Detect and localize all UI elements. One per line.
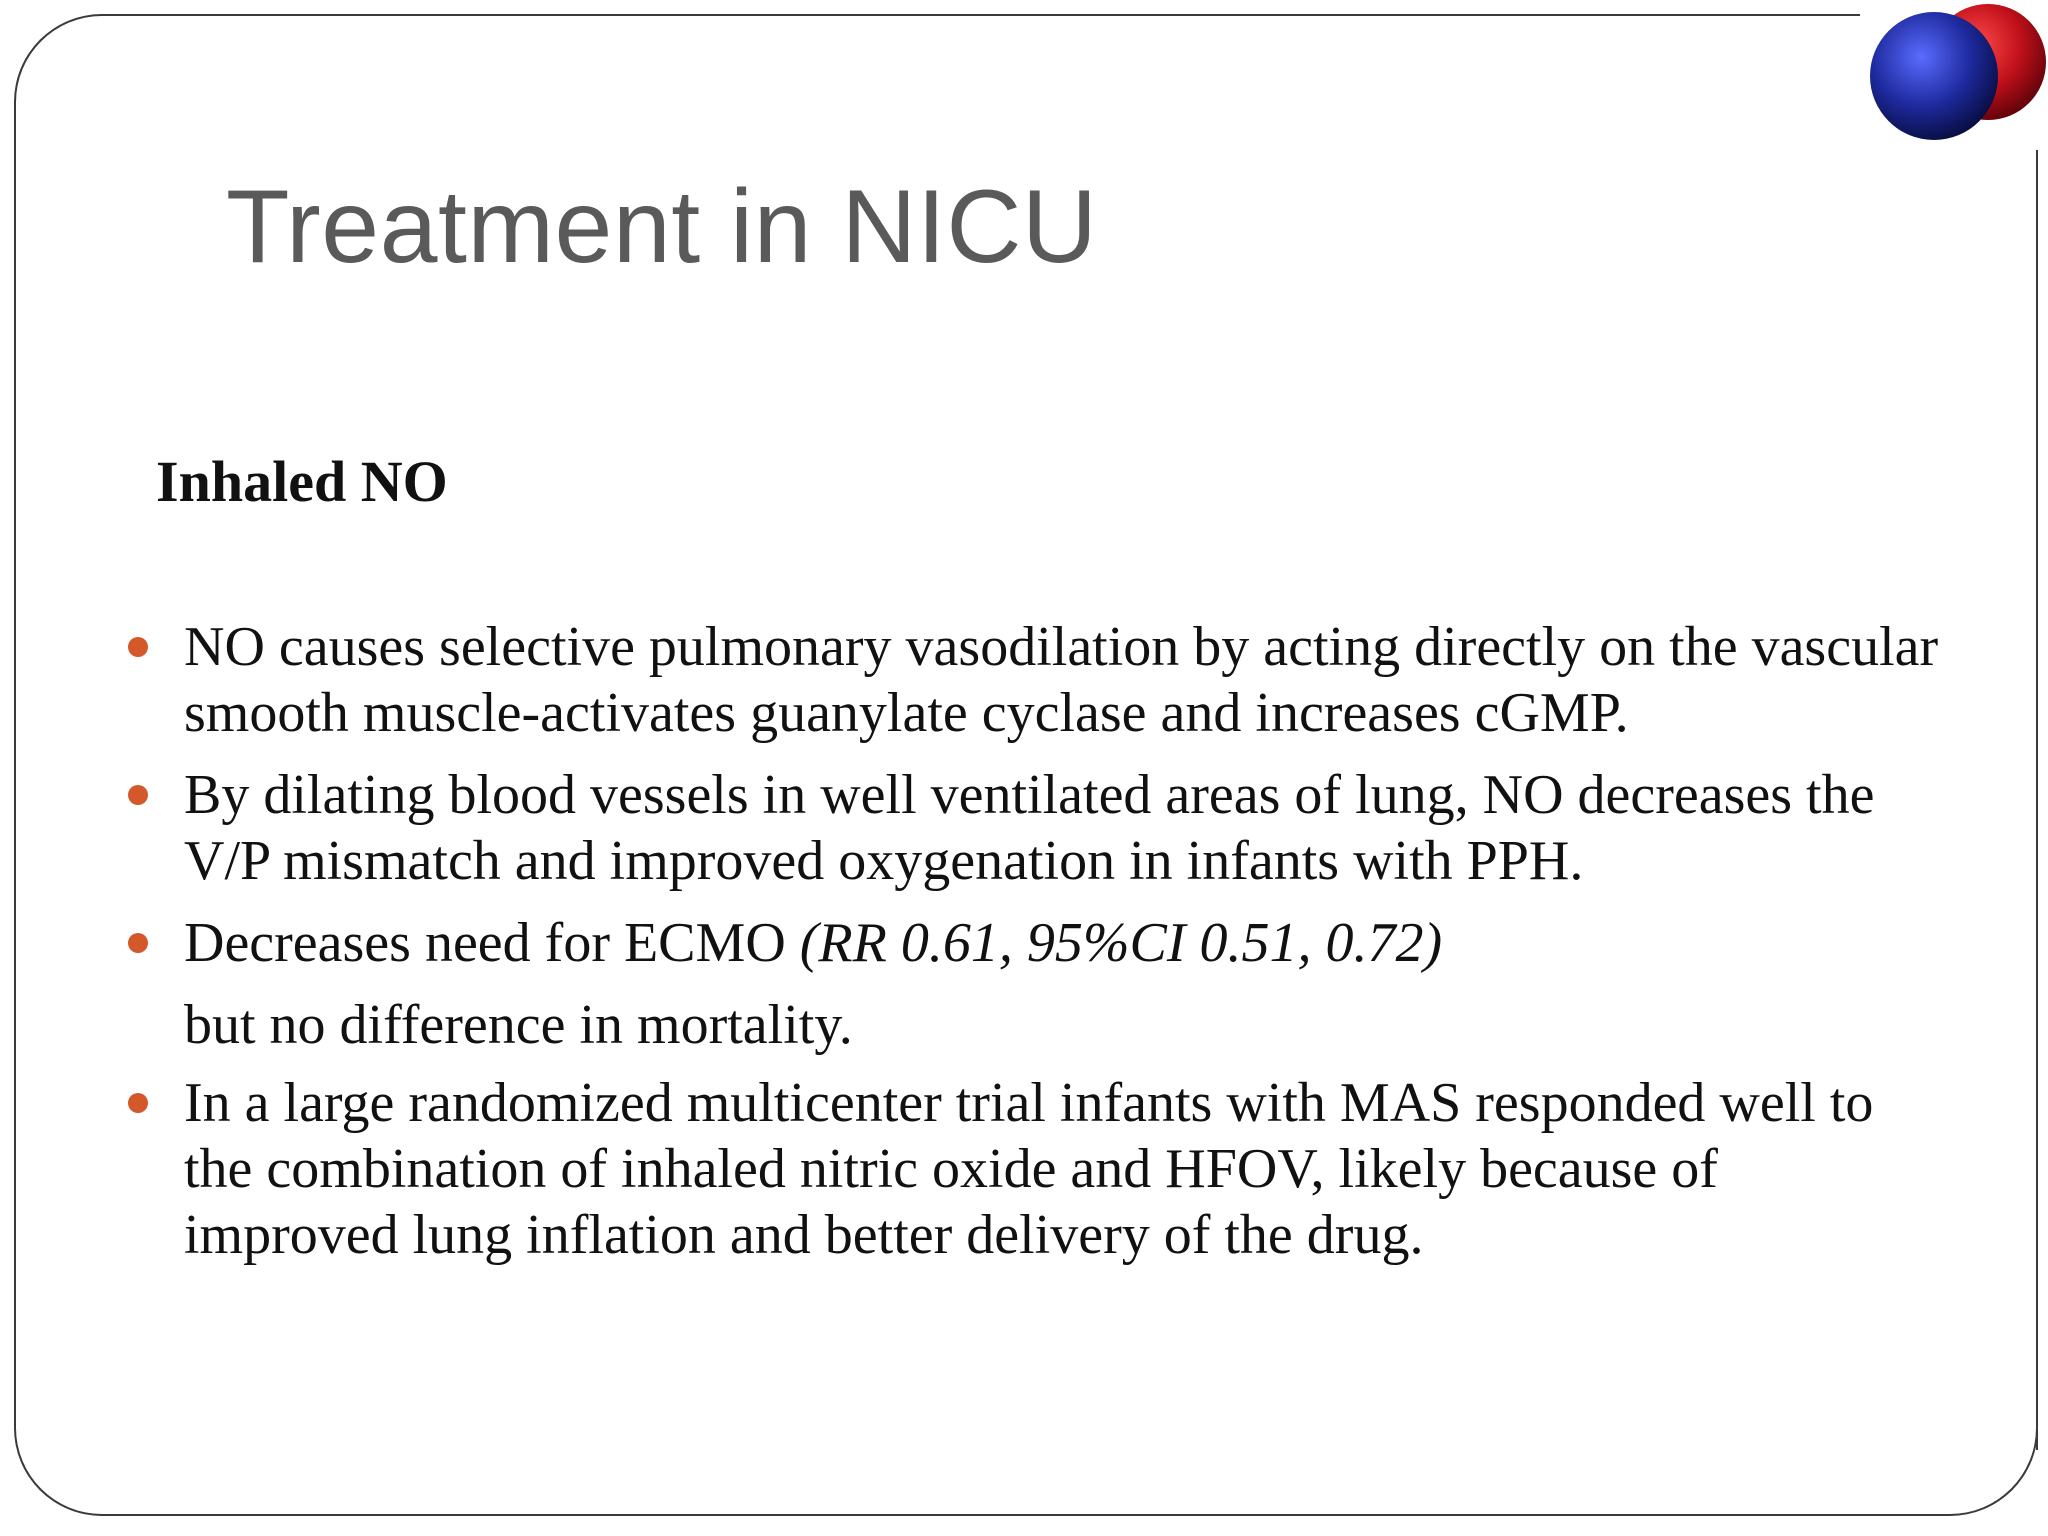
slide-title: Treatment in NICU bbox=[226, 169, 1098, 285]
bullet-text: Decreases need for ECMO bbox=[184, 912, 800, 974]
bullet-icon bbox=[128, 1093, 148, 1113]
slide-border-right bbox=[2036, 150, 2038, 1450]
slide-border-left bbox=[14, 100, 16, 1430]
slide-border-corner bbox=[1862, 1340, 2038, 1516]
bullet-list bbox=[184, 614, 1944, 1284]
molecule-logo-icon bbox=[1860, 0, 2048, 150]
bullet-icon bbox=[128, 933, 148, 953]
slide-border-corner bbox=[14, 1340, 190, 1516]
bullet-text: NO causes selective pulmonary vasodilation by acting directly on the vascular smooth muscle-activates guanylate cyclase and increases cGMP. bbox=[184, 616, 1939, 744]
slide-border-corner bbox=[14, 14, 190, 190]
list-item bbox=[184, 762, 1944, 894]
list-item bbox=[184, 614, 1944, 746]
bullet-icon bbox=[128, 785, 148, 805]
bullet-text: In a large randomized multicenter trial infants with MAS responded well to the combination of inhaled nitric oxide and HFOV, likely because of improved lung inflation and better delivery of the drug. bbox=[184, 1072, 1874, 1266]
list-item bbox=[184, 910, 1944, 1058]
bullet-icon bbox=[128, 637, 148, 657]
slide-subtitle: Inhaled NO bbox=[156, 449, 448, 514]
slide-border-top bbox=[100, 14, 1860, 16]
bullet-continuation: but no difference in mortality. bbox=[184, 994, 853, 1056]
bullet-citation: (RR 0.61, 95%CI 0.51, 0.72) bbox=[799, 912, 1443, 974]
list-item bbox=[184, 1070, 1944, 1268]
bullet-text: By dilating blood vessels in well ventilated areas of lung, NO decreases the V/P mismatch and improved oxygenation in infants with PPH. bbox=[184, 764, 1875, 892]
slide-border-bottom bbox=[100, 1514, 1950, 1516]
